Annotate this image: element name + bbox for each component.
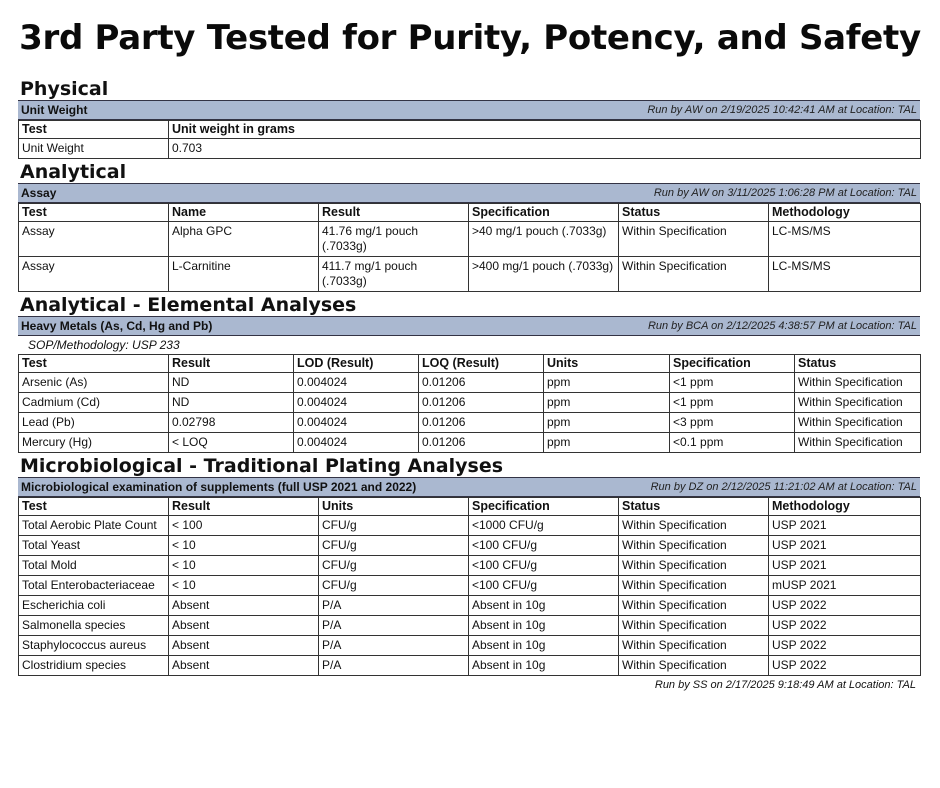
table-cell: P/A [319, 616, 469, 636]
table-cell: 0.004024 [294, 413, 419, 433]
table-row [19, 373, 921, 393]
table-cell: Cadmium (Cd) [19, 393, 169, 413]
table-cell: <1 ppm [670, 393, 795, 413]
table-row [19, 616, 921, 636]
bar-title: Microbiological examination of supplements (full USP 2021 and 2022) [21, 480, 417, 494]
column-header: Result [169, 498, 319, 516]
column-header: Unit weight in grams [169, 121, 921, 139]
table-cell: Within Specification [795, 393, 921, 413]
table-cell: <0.1 ppm [670, 433, 795, 453]
table-row [19, 393, 921, 413]
table-cell: < 10 [169, 556, 319, 576]
column-header: LOQ (Result) [419, 355, 544, 373]
table-row [19, 636, 921, 656]
run-info: Run by DZ on 2/12/2025 11:21:02 AM at Location: TAL [650, 481, 917, 493]
section-title-physical: Physical [20, 78, 109, 100]
table-cell: L-Carnitine [169, 257, 319, 292]
table-cell: < 100 [169, 516, 319, 536]
table-cell: Within Specification [619, 536, 769, 556]
table-cell: 0.004024 [294, 393, 419, 413]
assay-table [18, 203, 921, 292]
table-cell: P/A [319, 596, 469, 616]
table-cell: Unit Weight [19, 139, 169, 159]
table-cell: Escherichia coli [19, 596, 169, 616]
table-cell: Within Specification [619, 222, 769, 257]
table-cell: ppm [544, 413, 670, 433]
table-cell: CFU/g [319, 516, 469, 536]
table-cell: Total Aerobic Plate Count [19, 516, 169, 536]
table-cell: 0.703 [169, 139, 921, 159]
page-title: 3rd Party Tested for Purity, Potency, and Safety [19, 18, 921, 58]
table-cell: USP 2022 [769, 616, 921, 636]
heavy-metals-table [18, 354, 921, 453]
table-cell: Within Specification [619, 596, 769, 616]
table-cell: Absent in 10g [469, 656, 619, 676]
table-cell: <1000 CFU/g [469, 516, 619, 536]
table-row [19, 556, 921, 576]
table-cell: Within Specification [619, 616, 769, 636]
section-bar-assay [18, 183, 920, 203]
table-cell: ND [169, 373, 294, 393]
table-cell: <1 ppm [670, 373, 795, 393]
table-cell: USP 2021 [769, 516, 921, 536]
table-header-row [19, 121, 921, 139]
table-cell: Absent in 10g [469, 636, 619, 656]
table-cell: >40 mg/1 pouch (.7033g) [469, 222, 619, 257]
table-cell: 0.02798 [169, 413, 294, 433]
column-header: Status [795, 355, 921, 373]
table-cell: Salmonella species [19, 616, 169, 636]
table-cell: CFU/g [319, 536, 469, 556]
table-cell: 41.76 mg/1 pouch (.7033g) [319, 222, 469, 257]
table-cell: Arsenic (As) [19, 373, 169, 393]
table-cell: 0.01206 [419, 373, 544, 393]
table-row [19, 413, 921, 433]
table-cell: Within Specification [619, 636, 769, 656]
table-cell: P/A [319, 636, 469, 656]
table-cell: Clostridium species [19, 656, 169, 676]
table-row [19, 433, 921, 453]
table-cell: Within Specification [795, 433, 921, 453]
table-cell: ND [169, 393, 294, 413]
table-cell: >400 mg/1 pouch (.7033g) [469, 257, 619, 292]
column-header: Result [319, 204, 469, 222]
column-header: Name [169, 204, 319, 222]
table-cell: 0.004024 [294, 373, 419, 393]
table-cell: LC-MS/MS [769, 222, 921, 257]
table-cell: USP 2021 [769, 556, 921, 576]
table-cell: Within Specification [619, 656, 769, 676]
table-cell: Within Specification [619, 257, 769, 292]
section-title-microbiological: Microbiological - Traditional Plating Analyses [20, 455, 504, 477]
table-cell: P/A [319, 656, 469, 676]
table-header-row [19, 204, 921, 222]
methodology-note: SOP/Methodology: USP 233 [28, 338, 180, 352]
table-row [19, 576, 921, 596]
column-header: Test [19, 121, 169, 139]
footer-run-info: Run by SS on 2/17/2025 9:18:49 AM at Location: TAL [654, 679, 916, 691]
column-header: Methodology [769, 498, 921, 516]
column-header: Specification [670, 355, 795, 373]
column-header: LOD (Result) [294, 355, 419, 373]
table-cell: Absent [169, 656, 319, 676]
table-row [19, 596, 921, 616]
section-bar-unit-weight [18, 100, 920, 120]
table-cell: USP 2022 [769, 596, 921, 616]
table-cell: Within Specification [795, 413, 921, 433]
table-cell: USP 2021 [769, 536, 921, 556]
table-cell: USP 2022 [769, 636, 921, 656]
table-cell: Lead (Pb) [19, 413, 169, 433]
table-cell: <3 ppm [670, 413, 795, 433]
table-cell: Alpha GPC [169, 222, 319, 257]
column-header: Specification [469, 498, 619, 516]
table-cell: < LOQ [169, 433, 294, 453]
lab-report [18, 78, 920, 691]
table-cell: Absent [169, 636, 319, 656]
table-cell: ppm [544, 373, 670, 393]
table-cell: Assay [19, 222, 169, 257]
table-cell: 0.004024 [294, 433, 419, 453]
column-header: Test [19, 204, 169, 222]
bar-title: Heavy Metals (As, Cd, Hg and Pb) [21, 319, 213, 333]
table-cell: USP 2022 [769, 656, 921, 676]
column-header: Units [319, 498, 469, 516]
table-header-row [19, 498, 921, 516]
run-info: Run by AW on 3/11/2025 1:06:28 PM at Location: TAL [653, 187, 917, 199]
table-row [19, 516, 921, 536]
column-header: Methodology [769, 204, 921, 222]
table-cell: CFU/g [319, 576, 469, 596]
table-cell: Staphylococcus aureus [19, 636, 169, 656]
table-row [19, 656, 921, 676]
column-header: Result [169, 355, 294, 373]
table-cell: < 10 [169, 536, 319, 556]
table-cell: mUSP 2021 [769, 576, 921, 596]
table-cell: 0.01206 [419, 393, 544, 413]
section-bar-heavy-metals [18, 316, 920, 336]
run-info: Run by BCA on 2/12/2025 4:38:57 PM at Location: TAL [647, 320, 917, 332]
column-header: Test [19, 498, 169, 516]
table-cell: CFU/g [319, 556, 469, 576]
bar-title: Unit Weight [21, 103, 88, 117]
table-header-row [19, 355, 921, 373]
table-row [19, 139, 921, 159]
table-cell: 0.01206 [419, 413, 544, 433]
table-cell: Total Mold [19, 556, 169, 576]
table-cell: <100 CFU/g [469, 536, 619, 556]
table-cell: Within Specification [619, 576, 769, 596]
table-cell: ppm [544, 433, 670, 453]
column-header: Status [619, 498, 769, 516]
physical-table [18, 120, 921, 159]
table-cell: <100 CFU/g [469, 556, 619, 576]
bar-title: Assay [21, 186, 57, 200]
section-title-analytical: Analytical [20, 161, 127, 183]
table-cell: <100 CFU/g [469, 576, 619, 596]
table-cell: Absent [169, 616, 319, 636]
table-cell: Absent in 10g [469, 616, 619, 636]
column-header: Status [619, 204, 769, 222]
section-bar-microbiological [18, 477, 920, 497]
table-row [19, 257, 921, 292]
table-cell: Within Specification [619, 516, 769, 536]
table-row [19, 536, 921, 556]
column-header: Test [19, 355, 169, 373]
column-header: Units [544, 355, 670, 373]
table-cell: Absent in 10g [469, 596, 619, 616]
table-cell: Within Specification [795, 373, 921, 393]
table-cell: LC-MS/MS [769, 257, 921, 292]
run-info: Run by AW on 2/19/2025 10:42:41 AM at Location: TAL [647, 104, 917, 116]
table-cell: Assay [19, 257, 169, 292]
table-cell: 411.7 mg/1 pouch (.7033g) [319, 257, 469, 292]
microbiological-table [18, 497, 921, 676]
table-cell: Absent [169, 596, 319, 616]
table-cell: ppm [544, 393, 670, 413]
table-row [19, 222, 921, 257]
table-cell: 0.01206 [419, 433, 544, 453]
section-title-elemental: Analytical - Elemental Analyses [20, 294, 357, 316]
table-cell: < 10 [169, 576, 319, 596]
table-cell: Mercury (Hg) [19, 433, 169, 453]
table-cell: Total Enterobacteriaceae [19, 576, 169, 596]
table-cell: Within Specification [619, 556, 769, 576]
column-header: Specification [469, 204, 619, 222]
table-cell: Total Yeast [19, 536, 169, 556]
